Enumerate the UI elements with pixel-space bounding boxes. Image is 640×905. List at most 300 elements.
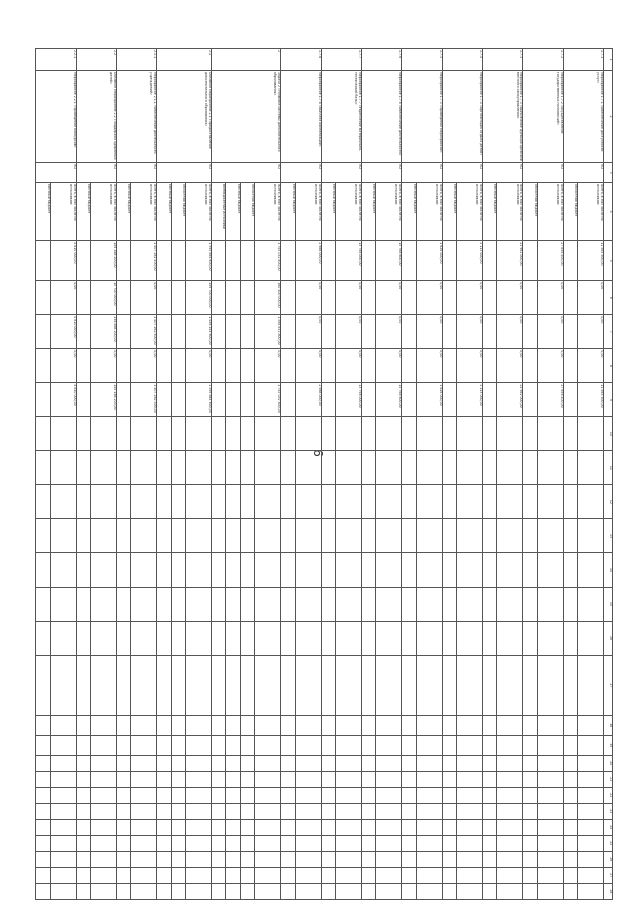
amount-cell: [76, 241, 90, 281]
amount-cell: [226, 451, 240, 485]
funding-source: местный бюджет: [442, 183, 456, 241]
amount-cell: [226, 519, 240, 553]
amount-cell: [50, 485, 76, 519]
amount-cell: [36, 417, 51, 451]
amount-cell: [537, 451, 563, 485]
funding-source: местный бюджет: [36, 183, 51, 241]
amount-cell: [131, 451, 157, 485]
amount-cell: [578, 621, 604, 655]
column-number: 21: [604, 771, 613, 787]
amount-cell: 0,00: [255, 349, 281, 383]
amount-cell: [212, 519, 226, 553]
table-row: [336, 49, 362, 900]
row-number: 2.1: [157, 49, 212, 71]
indicator-cell: [212, 755, 226, 771]
amount-cell: [36, 519, 51, 553]
amount-cell: [116, 349, 130, 383]
amount-cell: [50, 587, 76, 621]
indicator-cell: [171, 735, 185, 755]
indicator-cell: [336, 819, 362, 835]
indicator-cell: [523, 755, 537, 771]
indicator-cell: [442, 851, 456, 867]
indicator-cell: [212, 771, 226, 787]
amount-cell: [482, 485, 496, 519]
indicator-cell: [523, 883, 537, 899]
indicator-cell: [212, 883, 226, 899]
indicator-cell: [497, 787, 523, 803]
amount-cell: [563, 349, 577, 383]
amount-cell: [457, 553, 483, 587]
amount-cell: [402, 281, 416, 315]
indicator-cell: [321, 655, 335, 715]
indicator-cell: [116, 867, 130, 883]
amount-cell: [482, 621, 496, 655]
amount-cell: [523, 621, 537, 655]
indicator-cell: [212, 835, 226, 851]
amount-cell: [442, 485, 456, 519]
amount-cell: [376, 451, 402, 485]
amount-cell: [416, 451, 442, 485]
amount-cell: [186, 417, 212, 451]
program-financing-table: [35, 48, 613, 900]
indicator-cell: [36, 851, 51, 867]
funding-source: Всего, в том числе по источникам:: [336, 183, 362, 241]
indicator-cell: [563, 755, 577, 771]
amount-cell: [482, 587, 496, 621]
indicator-cell: [578, 819, 604, 835]
indicator-cell: [131, 655, 157, 715]
amount-cell: [578, 485, 604, 519]
amount-cell: [212, 451, 226, 485]
amount-cell: [281, 519, 295, 553]
column-number: 24: [604, 819, 613, 835]
amount-cell: 0,00: [457, 281, 483, 315]
amount-cell: 1 584 632 800,00: [255, 315, 281, 349]
measure-title: Мероприятие 1.7.1 «Обеспечение доступности услуг»: [563, 71, 603, 163]
responsible-org: КО: [116, 163, 156, 183]
indicator-cell: [523, 803, 537, 819]
indicator-cell: [321, 715, 335, 735]
funding-source: местный бюджет: [361, 183, 375, 241]
indicator-cell: [90, 755, 116, 771]
amount-cell: [171, 417, 185, 451]
indicator-cell: [482, 883, 496, 899]
amount-cell: [442, 349, 456, 383]
indicator-cell: [240, 771, 254, 787]
amount-cell: [240, 383, 254, 417]
indicator-cell: [281, 735, 295, 755]
indicator-cell: [336, 755, 362, 771]
amount-cell: 0,00: [295, 349, 321, 383]
indicator-cell: [36, 867, 51, 883]
amount-cell: [171, 315, 185, 349]
amount-cell: 0,00: [578, 315, 604, 349]
amount-cell: [240, 587, 254, 621]
amount-cell: 0,00: [578, 281, 604, 315]
amount-cell: [90, 621, 116, 655]
column-number: 5: [604, 241, 613, 281]
indicator-cell: [537, 771, 563, 787]
amount-cell: [563, 553, 577, 587]
indicator-cell: [402, 655, 416, 715]
indicator-cell: [376, 755, 402, 771]
indicator-cell: [416, 771, 442, 787]
column-number: 14: [604, 553, 613, 587]
table-row: [186, 49, 212, 900]
measure-title: Мероприятие 1.7.5 «Проведение мероприятий»: [402, 71, 442, 163]
amount-cell: [281, 241, 295, 281]
indicator-cell: [131, 715, 157, 735]
row-number: 1.7.4: [442, 49, 482, 71]
indicator-cell: [226, 715, 240, 735]
amount-cell: [212, 587, 226, 621]
indicator-cell: [90, 803, 116, 819]
indicator-cell: [76, 803, 90, 819]
amount-cell: [537, 519, 563, 553]
amount-cell: [186, 553, 212, 587]
indicator-cell: [255, 851, 281, 867]
amount-cell: [281, 281, 295, 315]
column-number: 18: [604, 715, 613, 735]
funding-source: Всего, в том числе по источникам:: [497, 183, 523, 241]
amount-cell: 21 962 000,00: [497, 383, 523, 417]
indicator-cell: [295, 771, 321, 787]
funding-source: Всего, в том числе по источникам:: [255, 183, 281, 241]
indicator-cell: [497, 835, 523, 851]
indicator-cell: [186, 735, 212, 755]
indicator-cell: [116, 755, 130, 771]
indicator-cell: [457, 755, 483, 771]
indicator-cell: [402, 787, 416, 803]
indicator-cell: [361, 715, 375, 735]
amount-cell: [402, 451, 416, 485]
amount-cell: [131, 587, 157, 621]
amount-cell: [563, 485, 577, 519]
indicator-cell: [523, 771, 537, 787]
amount-cell: [442, 519, 456, 553]
amount-cell: [402, 519, 416, 553]
amount-cell: 0,00: [497, 315, 523, 349]
indicator-cell: [240, 819, 254, 835]
indicator-cell: [281, 655, 295, 715]
indicator-cell: [131, 803, 157, 819]
indicator-cell: [186, 851, 212, 867]
column-number: 26: [604, 851, 613, 867]
indicator-cell: [442, 771, 456, 787]
indicator-cell: [537, 883, 563, 899]
amount-cell: [361, 281, 375, 315]
amount-cell: [171, 281, 185, 315]
funding-source: областной бюджет: [240, 183, 254, 241]
indicator-cell: [578, 867, 604, 883]
amount-cell: [402, 315, 416, 349]
indicator-cell: [457, 803, 483, 819]
indicator-cell: [402, 803, 416, 819]
amount-cell: 1 745 032 800,00: [255, 241, 281, 281]
amount-cell: [361, 553, 375, 587]
indicator-cell: [171, 787, 185, 803]
indicator-cell: [336, 883, 362, 899]
indicator-cell: [537, 735, 563, 755]
indicator-cell: [361, 655, 375, 715]
indicator-cell: [402, 867, 416, 883]
indicator-cell: [402, 715, 416, 735]
indicator-cell: [295, 755, 321, 771]
amount-cell: [240, 519, 254, 553]
responsible-org: КО: [523, 163, 563, 183]
amount-cell: [457, 451, 483, 485]
amount-cell: [116, 281, 130, 315]
funding-source: местный бюджет: [226, 183, 240, 241]
indicator-cell: [116, 819, 130, 835]
amount-cell: 0,00: [416, 281, 442, 315]
column-number-row: [604, 49, 613, 900]
indicator-cell: [76, 735, 90, 755]
indicator-cell: [295, 819, 321, 835]
amount-cell: [497, 417, 523, 451]
amount-cell: [402, 485, 416, 519]
table-row: [457, 49, 483, 900]
row-number: 1.7.7: [321, 49, 361, 71]
row-number: 1.7.8: [281, 49, 321, 71]
indicator-cell: [157, 851, 171, 867]
indicator-cell: [255, 835, 281, 851]
indicator-cell: [402, 851, 416, 867]
indicator-cell: [157, 715, 171, 735]
amount-cell: [442, 587, 456, 621]
amount-cell: [402, 383, 416, 417]
amount-cell: [497, 485, 523, 519]
amount-cell: [226, 241, 240, 281]
indicator-cell: [361, 883, 375, 899]
indicator-cell: [457, 867, 483, 883]
indicator-cell: [281, 819, 295, 835]
column-number: 13: [604, 519, 613, 553]
amount-cell: [537, 485, 563, 519]
indicator-cell: [76, 819, 90, 835]
indicator-cell: [442, 735, 456, 755]
indicator-cell: [116, 655, 130, 715]
indicator-cell: [321, 883, 335, 899]
amount-cell: [361, 587, 375, 621]
responsible-org: КО: [76, 163, 116, 183]
amount-cell: [563, 587, 577, 621]
amount-cell: [336, 451, 362, 485]
indicator-cell: [171, 771, 185, 787]
amount-cell: [50, 621, 76, 655]
indicator-cell: [563, 715, 577, 735]
amount-cell: 149 188 200,00: [90, 383, 116, 417]
funding-source: Всего, в том числе по источникам:: [537, 183, 563, 241]
indicator-cell: [537, 835, 563, 851]
indicator-cell: [457, 883, 483, 899]
indicator-cell: [482, 755, 496, 771]
indicator-cell: [457, 787, 483, 803]
measure-title: Основное мероприятие 2.1 «Предоставление дополнительного образования»: [157, 71, 212, 163]
amount-cell: [376, 553, 402, 587]
amount-cell: [376, 519, 402, 553]
indicator-cell: [376, 655, 402, 715]
amount-cell: 0,00: [131, 349, 157, 383]
amount-cell: 0,00: [537, 315, 563, 349]
amount-cell: 0,00: [295, 315, 321, 349]
indicator-cell: [131, 819, 157, 835]
amount-cell: 1 446 144 600,00: [186, 315, 212, 349]
amount-cell: [76, 587, 90, 621]
amount-cell: [563, 621, 577, 655]
row-number: 2.2.1: [36, 49, 77, 71]
amount-cell: [442, 451, 456, 485]
funding-source: Всего, в том числе по источникам:: [295, 183, 321, 241]
amount-cell: [240, 241, 254, 281]
indicator-cell: [442, 787, 456, 803]
indicator-cell: [171, 715, 185, 735]
column-number: 22: [604, 787, 613, 803]
amount-cell: [523, 241, 537, 281]
indicator-cell: [321, 803, 335, 819]
indicator-cell: [36, 787, 51, 803]
indicator-cell: [50, 771, 76, 787]
row-number: 2: [212, 49, 281, 71]
indicator-cell: [416, 735, 442, 755]
funding-source: Всего, в том числе по источникам:: [131, 183, 157, 241]
amount-cell: [281, 451, 295, 485]
indicator-cell: [131, 883, 157, 899]
indicator-cell: [50, 755, 76, 771]
column-number: 11: [604, 451, 613, 485]
indicator-cell: [116, 851, 130, 867]
indicator-cell: [523, 835, 537, 851]
indicator-cell: [416, 883, 442, 899]
amount-cell: [116, 383, 130, 417]
indicator-cell: [457, 735, 483, 755]
amount-cell: [240, 553, 254, 587]
indicator-cell: [402, 735, 416, 755]
indicator-cell: [157, 655, 171, 715]
amount-cell: [226, 383, 240, 417]
amount-cell: [240, 281, 254, 315]
amount-cell: [321, 417, 335, 451]
amount-cell: [212, 485, 226, 519]
indicator-cell: [497, 819, 523, 835]
amount-cell: [255, 553, 281, 587]
amount-cell: [321, 315, 335, 349]
amount-cell: 13 798 000,00: [336, 241, 362, 281]
indicator-cell: [116, 835, 130, 851]
indicator-cell: [36, 735, 51, 755]
indicator-cell: [563, 771, 577, 787]
amount-cell: [376, 417, 402, 451]
amount-cell: [212, 383, 226, 417]
indicator-cell: [402, 883, 416, 899]
indicator-cell: [131, 867, 157, 883]
amount-cell: [563, 383, 577, 417]
indicator-cell: [186, 787, 212, 803]
amount-cell: [497, 621, 523, 655]
indicator-cell: [442, 819, 456, 835]
amount-cell: [116, 587, 130, 621]
indicator-cell: [321, 735, 335, 755]
indicator-cell: [336, 771, 362, 787]
amount-cell: [563, 417, 577, 451]
table-row: [295, 49, 321, 900]
table-row: [90, 49, 116, 900]
amount-cell: [240, 621, 254, 655]
amount-cell: 1 595 844 600,00: [186, 383, 212, 417]
column-number: 6: [604, 281, 613, 315]
rotated-table-sheet: [35, 48, 613, 900]
responsible-org: КО: [482, 163, 522, 183]
indicator-cell: [523, 655, 537, 715]
column-number: 12: [604, 485, 613, 519]
indicator-cell: [563, 851, 577, 867]
indicator-cell: [131, 755, 157, 771]
amount-cell: [50, 417, 76, 451]
indicator-cell: [255, 883, 281, 899]
indicator-cell: [116, 787, 130, 803]
column-number: 10: [604, 417, 613, 451]
indicator-cell: [442, 803, 456, 819]
amount-cell: [563, 241, 577, 281]
indicator-cell: [295, 655, 321, 715]
amount-cell: 0,00: [376, 349, 402, 383]
amount-cell: [578, 553, 604, 587]
amount-cell: [416, 417, 442, 451]
amount-cell: [361, 315, 375, 349]
indicator-cell: [578, 787, 604, 803]
funding-source: Всего, в том числе по источникам:: [578, 183, 604, 241]
amount-cell: [457, 485, 483, 519]
amount-cell: [563, 281, 577, 315]
indicator-cell: [36, 755, 51, 771]
amount-cell: [171, 451, 185, 485]
indicator-cell: [240, 883, 254, 899]
amount-cell: [416, 587, 442, 621]
amount-cell: [442, 383, 456, 417]
indicator-cell: [281, 835, 295, 851]
indicator-cell: [281, 715, 295, 735]
amount-cell: [442, 417, 456, 451]
indicator-cell: [523, 867, 537, 883]
amount-cell: [171, 485, 185, 519]
indicator-cell: [76, 771, 90, 787]
indicator-cell: [255, 787, 281, 803]
amount-cell: 0,00: [186, 349, 212, 383]
amount-cell: [255, 519, 281, 553]
amount-cell: [336, 587, 362, 621]
amount-cell: [336, 485, 362, 519]
indicator-cell: [212, 787, 226, 803]
indicator-cell: [36, 819, 51, 835]
amount-cell: [416, 553, 442, 587]
indicator-cell: [116, 735, 130, 755]
amount-cell: [482, 241, 496, 281]
indicator-cell: [255, 655, 281, 715]
amount-cell: [157, 417, 171, 451]
amount-cell: [281, 349, 295, 383]
amount-cell: [50, 451, 76, 485]
indicator-cell: [457, 655, 483, 715]
amount-cell: [90, 553, 116, 587]
amount-cell: 0,00: [50, 281, 76, 315]
indicator-cell: [226, 851, 240, 867]
amount-cell: [90, 451, 116, 485]
indicator-cell: [50, 655, 76, 715]
indicator-cell: [442, 755, 456, 771]
amount-cell: [131, 553, 157, 587]
amount-cell: [321, 349, 335, 383]
amount-cell: 1 407 262 400,00: [131, 383, 157, 417]
